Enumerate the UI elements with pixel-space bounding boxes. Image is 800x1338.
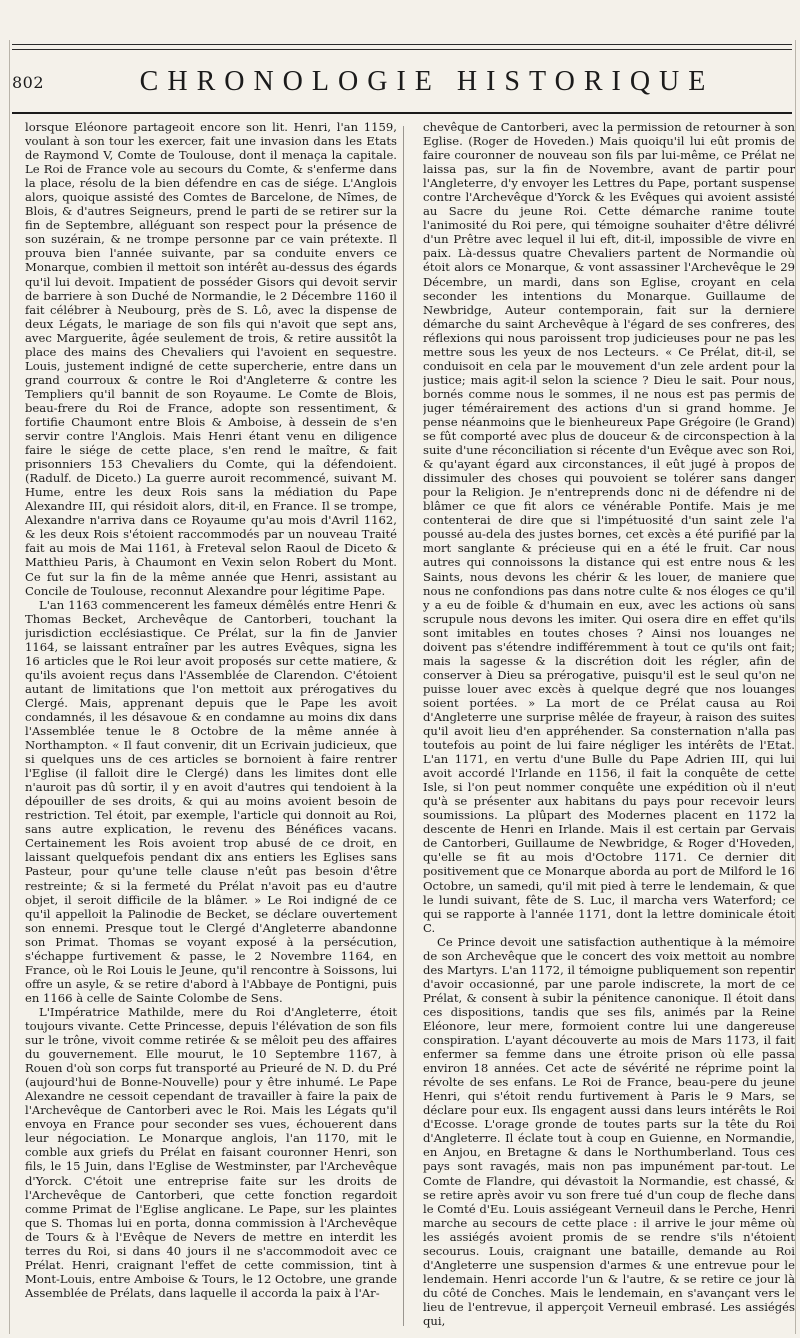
page-edge-right xyxy=(795,40,796,1334)
page-edge-left xyxy=(9,40,10,1334)
top-rule-inner xyxy=(12,49,792,50)
top-rule xyxy=(12,44,792,45)
running-head: CHRONOLOGIE HISTORIQUE xyxy=(139,66,715,97)
left-column xyxy=(25,120,397,1328)
header-rule xyxy=(12,112,792,114)
paragraph: L'Impératrice Mathilde, mere du Roi d'Angleterre, étoit toujours vivante. Cette Princesse, depuis l'élévation de son fils sur le trône, vivoit comme retirée & se mêloit peu des affaires du gouvernement. Elle mourut, le 10 Septembre 1167, à Rouen d'où son corps fut transporté au Prieuré de N. D. du Pré (aujourd'hui de Bonne-Nouvelle) pour y être inhumé. Le Pape Alexandre ne cessoit cependant de travailler à faire la paix de l'Archevêque de Cantorberi avec le Roi. Mais les Légats qu'il envoya en France pour seconder ses vues, échouerent dans leur négociation. Le Monarque anglois, l'an 1170, mit le comble aux griefs du Prélat en faisant couronner Henri, son fils, le 15 Juin, dans l'Eglise de Westminster, par l'Archevêque d'Yorck. C'étoit une entreprise faite sur les droits de l'Archevêque de Cantorberi, que cette fonction regardoit comme Primat de l'Eglise anglicane. Le Pape, sur les plaintes que S. Thomas lui en porta, donna commission à l'Archevêque de Tours & à l'Evêque de Nevers de mettre en interdit les terres du Roi, si dans 40 jours il ne s'accommodoit avec ce Prélat. Henri, craignant l'effet de cette commission, tint à Mont-Louis, entre Amboise & Tours, le 12 Octobre, une grande Assemblée de Prélats, dans laquelle il accorda la paix à l'Ar- xyxy=(25,1004,397,1300)
paragraph: L'an 1163 commencerent les fameux démêlés entre Henri & Thomas Becket, Archevêque de Cantorberi, touchant la jurisdiction ecclésiastique. Ce Prélat, sur la fin de Janvier 1164, se laissant entraîner par les autres Evêques, signa les 16 articles que le Roi leur avoit proposés sur cette matiere, & qu'ils avoient reçus dans l'Assemblée de Clarendon. C'étoient autant de limitations que l'on mettoit aux prérogatives du Clergé. Mais, apprenant depuis que le Pape les avoit condamnés, il les désavoue & en condamne au moins dix dans l'Assemblée tenue le 8 Octobre de la même année à Northampton. « Il faut convenir, dit un Ecrivain judicieux, que si quelques uns de ces articles se bornoient à faire rentrer l'Eglise (il falloit dire le Clergé) dans les limites dont elle n'auroit pas dû sortir, il y en avoit d'autres qui tendoient à la dépouiller de ses droits, & qui au moins avoient besoin de restriction. Tel étoit, par exemple, l'article qui donnoit au Roi, sans autre explication, le revenu des Bénéfices vacans. Certainement les Rois avoient trop abusé de ce droit, en laissant quelquefois pendant dix ans entiers les Eglises sans Pasteur, pour qu'une telle clause n'eût pas besoin d'être restreinte; & si la fermeté du Prélat n'avoit pas eu d'autre objet, il seroit difficile de la blâmer. » Le Roi indigné de ce qu'il appelloit la Palinodie de Becket, se déclare ouvertement son ennemi. Presque tout le Clergé d'Angleterre abandonne son Primat. Thomas se voyant exposé à la persécution, s'échappe furtivement & passe, le 2 Novembre 1164, en France, où le Roi Louis le Jeune, qu'il rencontre à Soissons, lui offre un asyle, & se retire d'abord à l'Abbaye de Pontigni, puis en 1166 à celle de Sainte Colombe de Sens. xyxy=(25,597,397,1005)
paragraph: chevêque de Cantorberi, avec la permission de retourner à son Eglise. (Roger de Hoveden.) Mais quoiqu'il lui eût promis de faire couronner de nouveau son fils par lui-même, ce Prélat ne laissa pas, sur la fin de Novembre, avant de partir pour l'Angleterre, d'y envoyer les Lettres du Pape, portant suspense contre l'Archevêque d'Yorck & les Evêques qui avoient assisté au Sacre du jeune Roi. Cette démarche ranime toute l'animosité du Roi pere, qui témoigne souhaiter d'être délivré d'un Prêtre avec lequel il lui eft, dit-il, impossible de vivre en paix. Là-dessus quatre Chevaliers partent de Normandie où étoit alors ce Monarque, & vont assassiner l'Archevêque le 29 Décembre, un mardi, dans son Eglise, croyant en cela seconder les intentions du Monarque. Guillaume de Newbridge, Auteur contemporain, fait sur la derniere démarche du saint Archevêque à l'égard de ses confreres, des réflexions qui nous paroissent trop judicieuses pour ne pas les mettre sous les yeux de nos Lecteurs. « Ce Prélat, dit-il, se conduisoit en cela par le mouvement d'un zele ardent pour la justice; mais agit-il selon la science ? Dieu le sait. Pour nous, bornés comme nous le sommes, il ne nous est pas permis de juger témérairement des actions d'un si grand homme. Je pense néanmoins que le bienheureux Pape Grégoire (le Grand) se fût comporté avec plus de douceur & de circonspection à la suite d'une réconciliation si récente d'un Evêque avec son Roi, & qu'ayant égard aux circonstances, il eût jugé à propos de dissimuler des choses qui pouvoient se tolérer sans danger pour la Religion. Je n'entreprends donc ni de défendre ni de blâmer ce que fit alors ce vénérable Pontife. Mais je me contenterai de dire que si l'impétuosité d'un saint zele l'a poussé au-dela des justes bornes, cet excès a été purifié par la mort sanglante & précieuse qui en a été le fruit. Car nous autres qui connoissons la distance qui est entre nous & les Saints, nous devons les chérir & les louer, de maniere que nous ne confondions pas dans notre culte & nos éloges ce qu'il y a eu de foible & d'humain en eux, avec les actions où sans scrupule nous devons les imiter. Qui osera dire en effet qu'ils sont imitables en toutes choses ? Ainsi nos louanges ne doivent pas s'étendre indifféremment à tout ce qu'ils ont fait; mais la sagesse & la discrétion doit les régler, afin de conserver à Dieu sa prérogative, puisqu'il est le seul qu'on ne puisse louer avec excès à quelque degré que nos louanges soient portées. » La mort de ce Prélat causa au Roi d'Angleterre une surprise mêlée de frayeur, à raison des suites qu'il avoit lieu d'en appréhender. Sa consternation n'alla pas toutefois au point de lui faire négliger les intérêts de l'Etat. L'an 1171, en vertu d'une Bulle du Pape Adrien III, qui lui avoit accordé l'Irlande en 1156, il fait la conquête de cette Isle, si l'on peut nommer conquête une expédition où il n'eut qu'à se présenter aux habitans du pays pour recevoir leurs soumissions. La plûpart des Modernes placent en 1172 la descente de Henri en Irlande. Mais il est certain par Gervais de Cantorberi, Guillaume de Newbridge, & Roger d'Hoveden, qu'elle se fit au mois d'Octobre 1171. Ce dernier dit positivement que ce Monarque aborda au port de Milford le 16 Octobre, un samedi, qu'il mit pied à terre le lendemain, & que le lundi suivant, fête de S. Luc, il marcha vers Waterford; ce qui se rapporte à l'année 1171, dont la lettre dominicale étoit C. xyxy=(423,120,795,935)
paragraph: Ce Prince devoit une satisfaction authentique à la mémoire de son Archevêque que le concert des voix mettoit au nombre des Martyrs. L'an 1172, il témoigne publiquement son repentir d'avoir occasionné, par une parole indiscrete, la mort de ce Prélat, & consent à subir la pénitence canonique. Il étoit dans ces dispositions, tandis que ses fils, animés par la Reine Eléonore, leur mere, formoient contre lui une dangereuse conspiration. L'ayant découverte au mois de Mars 1173, il fait enfermer sa femme dans une étroite prison où elle passa environ 18 années. Cet acte de sévérité ne réprime point la révolte de ses enfans. Le Roi de France, beau-pere du jeune Henri, qui s'étoit rendu furtivement à Paris le 9 Mars, se déclare pour eux. Ils engagent aussi dans leurs intérêts le Roi d'Ecosse. L'orage gronde de toutes parts sur la tête du Roi d'Angleterre. Il éclate tout à coup en Guienne, en Normandie, en Anjou, en Bretagne & dans le Northumberland. Tous ces pays sont ravagés, mais non pas impunément par-tout. Le Comte de Flandre, qui dévastoit la Normandie, est chassé, & se retire après avoir vu son frere tué d'un coup de fleche dans le Comté d'Eu. Louis assiégeant Verneuil dans le Perche, Henri marche au secours de cette place : il arrive le jour même où les assiégés avoient promis de se rendre s'ils n'étoient secourus. Louis, craignant une bataille, demande au Roi d'Angleterre une suspension d'armes & une entrevue pour le lendemain. Henri accorde l'un & l'autre, & se retire ce jour là du côté de Conches. Mais le lendemain, en s'avançant vers le lieu de l'entrevue, il apperçoit Verneuil embrasé. Les assiégés qui, xyxy=(423,934,795,1328)
right-column xyxy=(423,120,795,1328)
paragraph: lorsque Eléonore partageoit encore son lit. Henri, l'an 1159, voulant à son tour les exercer, fait une invasion dans les Etats de Raymond V, Comte de Toulouse, dont il menaça la capitale. Le Roi de France vole au secours du Comte, & s'enferme dans la place, résolu de la bien défendre en cas de siége. L'Anglois alors, quoique assisté des Comtes de Barcelone, de Nîmes, de Blois, & d'autres Seigneurs, prend le parti de se retirer sur la fin de Septembre, alléguant son respect pour la présence de son suzérain, & ne trompe personne par ce vain prétexte. Il prouva bien l'année suivante, par sa conduite envers ce Monarque, combien il mettoit son intérêt au-dessus des égards qu'il lui devoit. Impatient de posséder Gisors qui devoit servir de barriere à son Duché de Normandie, le 2 Décembre 1160 il fait célébrer à Neubourg, près de S. Lô, avec la dispense de deux Légats, le mariage de son fils qui n'avoit que sept ans, avec Marguerite, âgée seulement de trois, & retire aussitôt la place des mains des Chevaliers qui l'avoient en sequestre. Louis, justement indigné de cette supercherie, entre dans un grand courroux & contre le Roi d'Angleterre & contre les Templiers qu'il bannit de son Royaume. Le Comte de Blois, beau-frere du Roi de France, adopte son ressentiment, & fortifie Chaumont entre Blois & Amboise, à dessein de s'en servir contre l'Anglois. Mais Henri étant venu en diligence faire le siége de cette place, s'en rend le maître, & fait prisonniers 153 Chevaliers du Comte, qui la défendoient. (Radulf. de Diceto.) La guerre auroit recommencé, suivant M. Hume, entre les deux Rois sans la médiation du Pape Alexandre III, qui résidoit alors, dit-il, en France. Il se trompe, Alexandre n'arriva dans ce Royaume qu'au mois d'Avril 1162, & les deux Rois s'étoient raccommodés par un nouveau Traité fait au mois de Mai 1161, à Freteval selon Raoul de Diceto & Matthieu Paris, à Chaumont en Vexin selon Robert du Mont. Ce fut sur la fin de la même année que Henri, assistant au Concile de Toulouse, reconnut Alexandre pour légitime Pape. xyxy=(25,120,397,598)
page-number: 802 xyxy=(12,72,45,92)
page-header xyxy=(12,52,792,112)
text-columns xyxy=(25,120,795,1328)
